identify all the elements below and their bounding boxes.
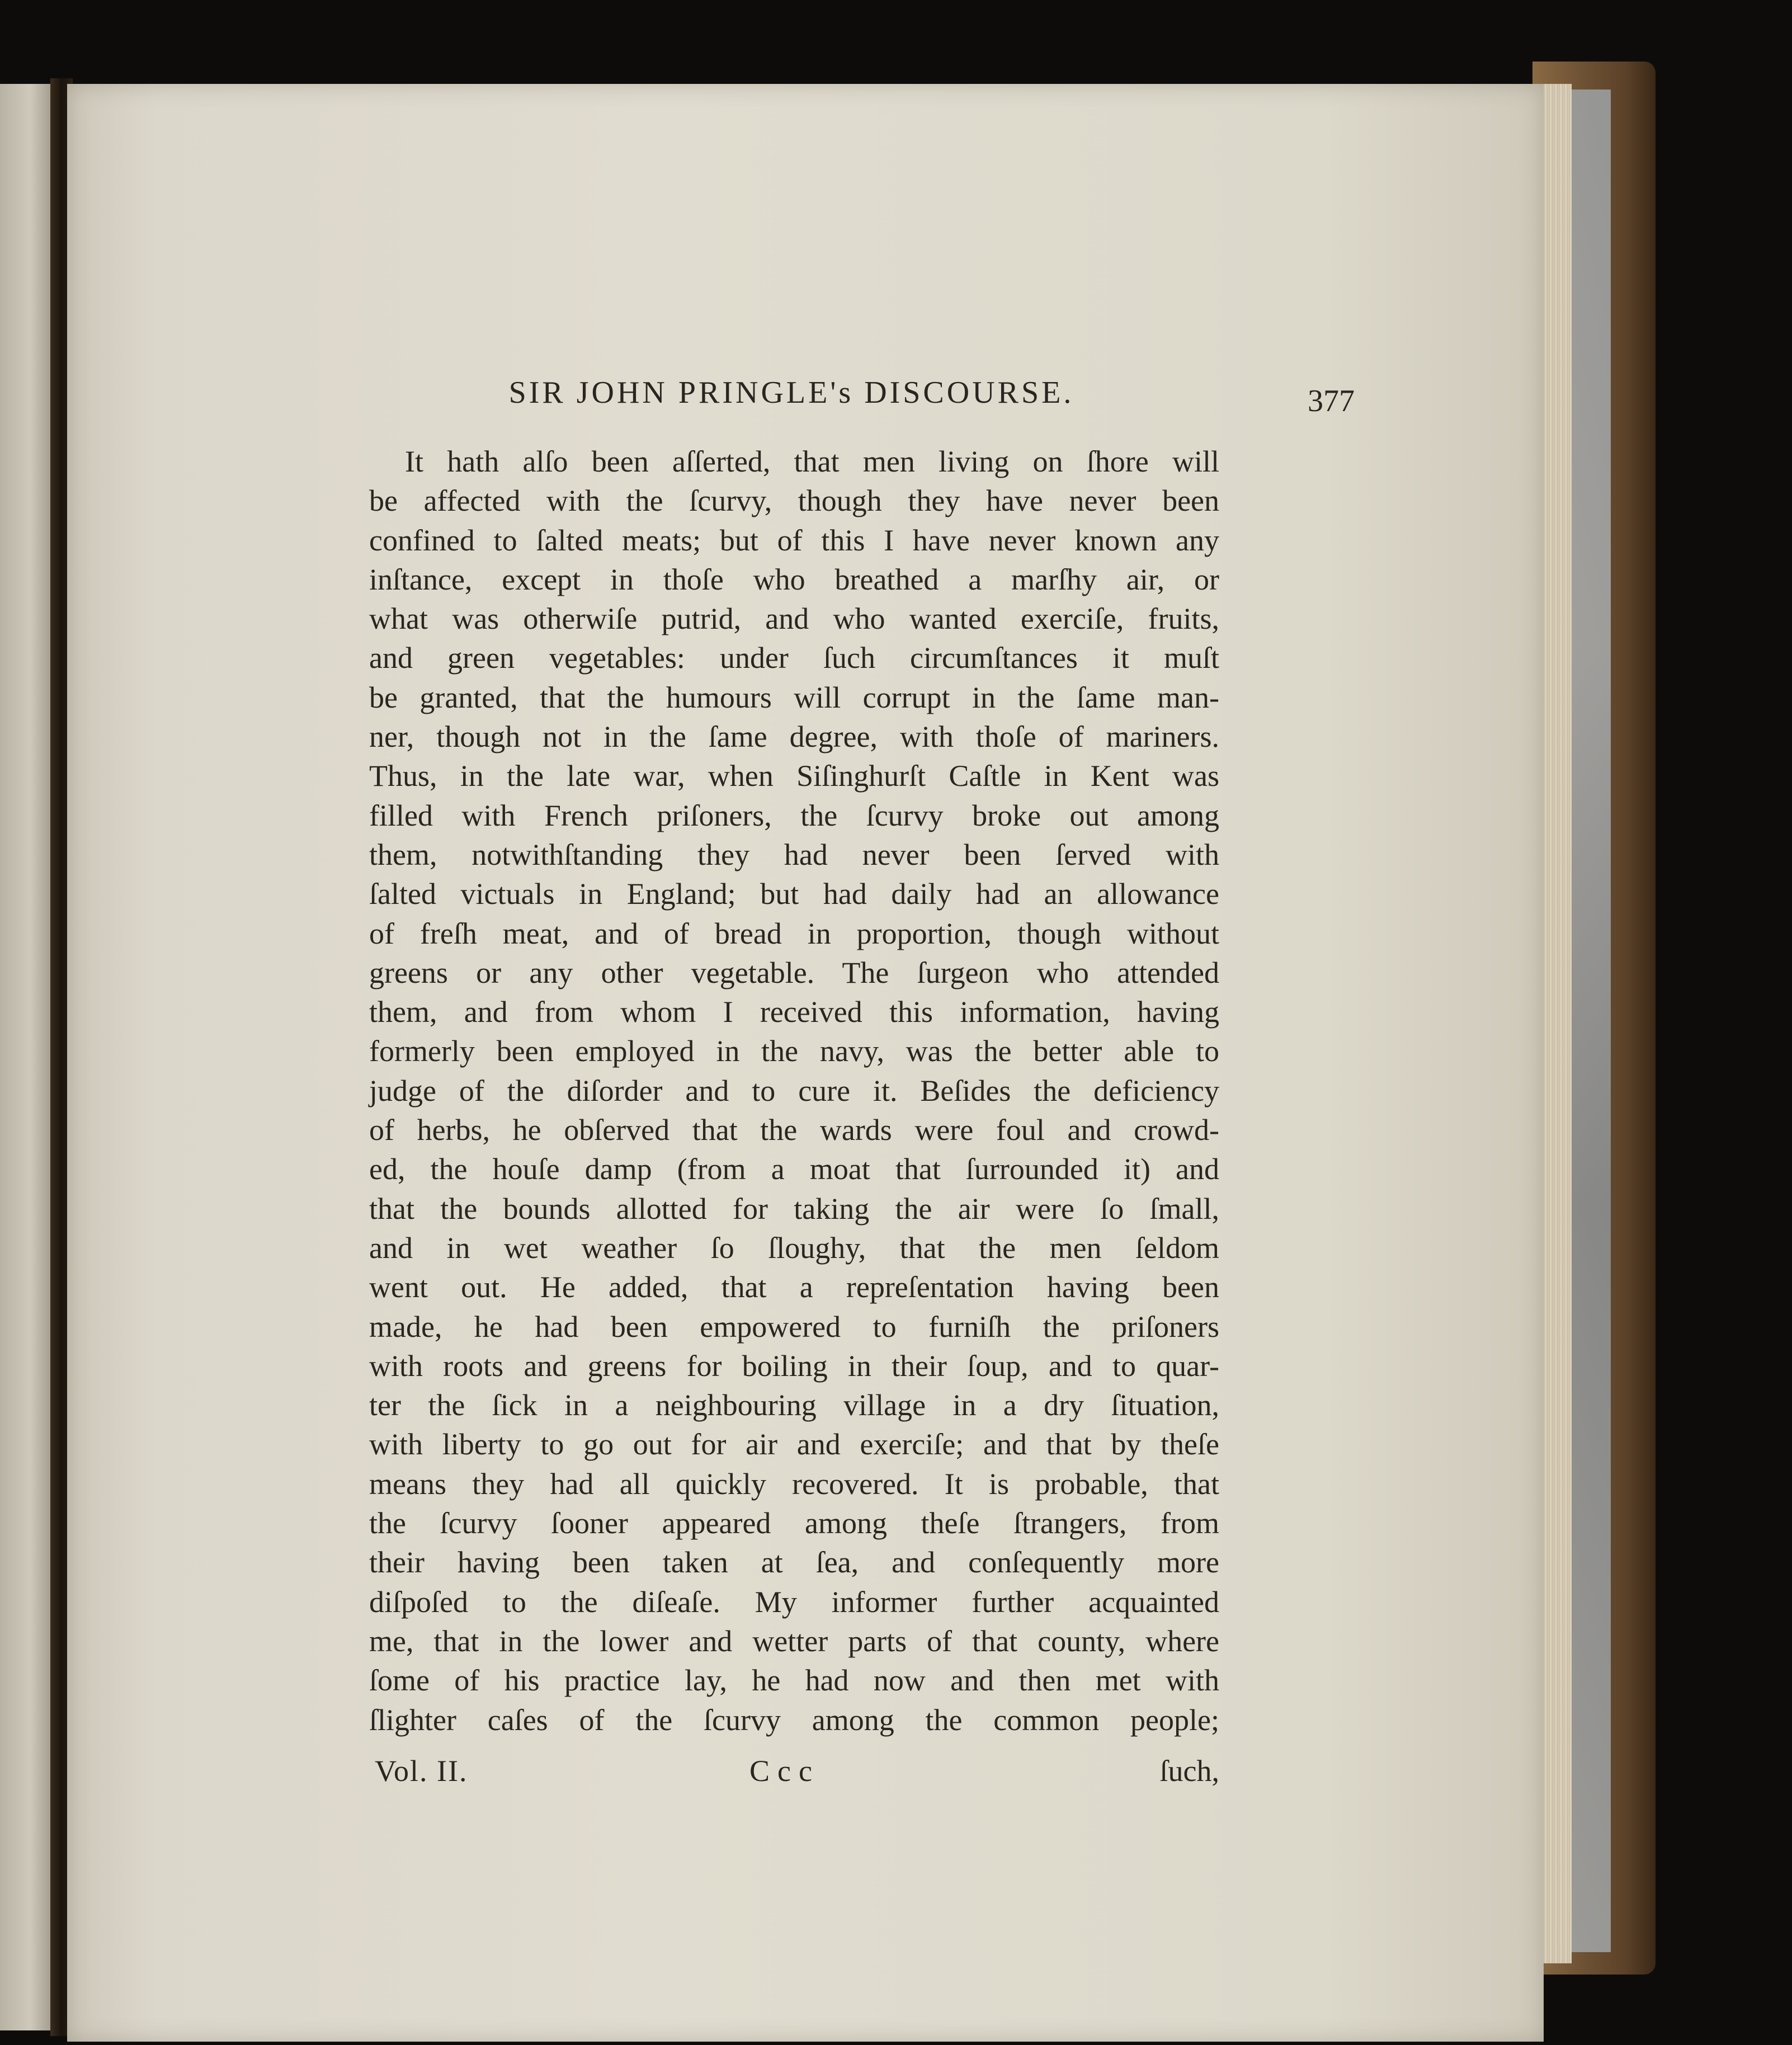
text-line: diſpoſed to the diſeaſe. My informer further acquainted	[369, 1585, 1219, 1619]
signature-mark: Ccc	[749, 1754, 820, 1788]
text-line: the ſcurvy ſooner appeared among theſe ſtrangers, from	[369, 1506, 1219, 1540]
page-footer	[369, 1754, 1219, 1793]
volume-label: Vol. II.	[375, 1754, 468, 1788]
marbled-fore-edge	[1572, 89, 1611, 1952]
text-line: of freſh meat, and of bread in proportion, though without	[369, 916, 1219, 950]
text-line: with liberty to go out for air and exerciſe; and that by theſe	[369, 1427, 1219, 1462]
text-line: and green vegetables: under ſuch circumſtances it muſt	[369, 641, 1219, 675]
text-line: means they had all quickly recovered. It is probable, that	[369, 1467, 1219, 1501]
body-text	[369, 442, 1219, 1740]
text-line: me, that in the lower and wetter parts of that county, where	[369, 1624, 1219, 1658]
text-line: ner, though not in the ſame degree, with thoſe of mariners.	[369, 720, 1219, 754]
text-line: what was otherwiſe putrid, and who wanted exerciſe, fruits,	[369, 602, 1219, 636]
text-line: ed, the houſe damp (from a moat that ſurrounded it) and	[369, 1152, 1219, 1186]
page-number: 377	[1308, 384, 1355, 418]
text-line: ſalted victuals in England; but had daily had an allowance	[369, 877, 1219, 911]
text-line: ter the ſick in a neighbouring village in a dry ſituation,	[369, 1388, 1219, 1422]
text-line: them, notwithſtanding they had never been ſerved with	[369, 837, 1219, 871]
book-page	[67, 84, 1544, 2042]
text-line: filled with French priſoners, the ſcurvy broke out among	[369, 798, 1219, 832]
text-line: It hath alſo been aſſerted, that men living on ſhore will	[405, 445, 1219, 478]
page-content	[67, 84, 1544, 2042]
running-head: SIR JOHN PRINGLE's DISCOURSE.	[508, 375, 1074, 410]
text-line: inſtance, except in thoſe who breathed a marſhy air, or	[369, 562, 1219, 596]
text-line: made, he had been empowered to furniſh the priſoners	[369, 1309, 1219, 1344]
left-page-edge	[0, 84, 50, 2030]
catchword: ſuch,	[1159, 1754, 1219, 1788]
text-line: went out. He added, that a repreſentation having been	[369, 1270, 1219, 1304]
text-line: that the bounds allotted for taking the air were ſo ſmall,	[369, 1191, 1219, 1226]
text-line: of herbs, he obſerved that the wards were foul and crowd-	[369, 1113, 1219, 1147]
text-line: with roots and greens for boiling in their ſoup, and to quar-	[369, 1349, 1219, 1383]
text-line: formerly been employed in the navy, was the better able to	[369, 1034, 1219, 1068]
text-line: their having been taken at ſea, and conſequently more	[369, 1545, 1219, 1580]
text-line: be granted, that the humours will corrupt in the ſame man-	[369, 680, 1219, 714]
text-line: judge of the diſorder and to cure it. Beſides the deficiency	[369, 1073, 1219, 1108]
text-line: be affected with the ſcurvy, though they have never been	[369, 484, 1219, 518]
text-line: confined to ſalted meats; but of this I have never known any	[369, 523, 1219, 557]
text-line: ſlighter caſes of the ſcurvy among the common people;	[369, 1703, 1219, 1737]
text-line: them, and from whom I received this information, having	[369, 995, 1219, 1029]
text-line: Thus, in the late war, when Siſinghurſt Caſtle in Kent was	[369, 759, 1219, 793]
text-line: greens or any other vegetable. The ſurgeon who attended	[369, 955, 1219, 989]
text-line: and in wet weather ſo ſloughy, that the men ſeldom	[369, 1231, 1219, 1265]
text-line: ſome of his practice lay, he had now and then met with	[369, 1664, 1219, 1698]
